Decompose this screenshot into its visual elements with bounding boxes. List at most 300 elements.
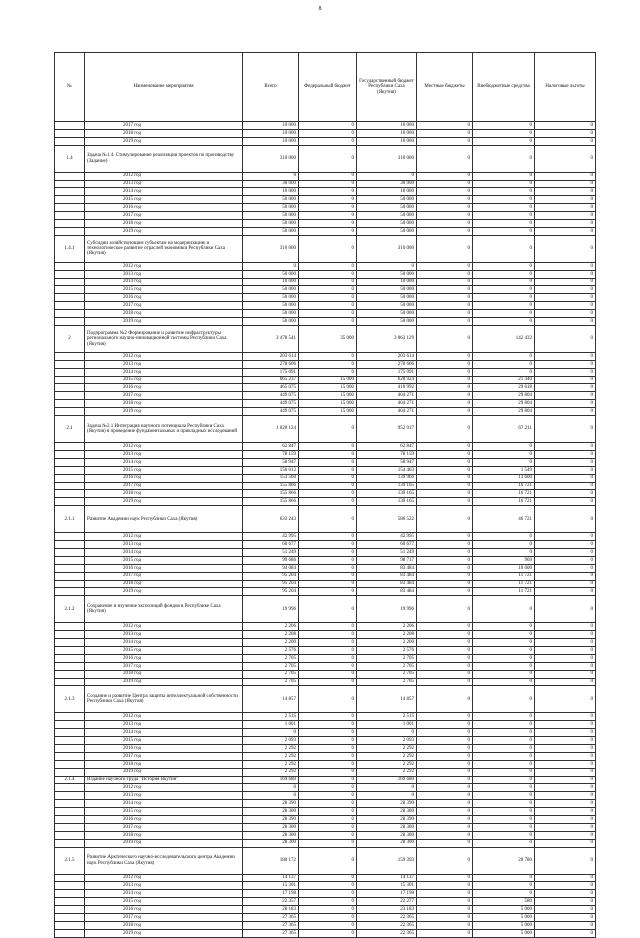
table-row [55, 204, 596, 212]
row-value: 0 [299, 737, 357, 745]
row-value: 50 000 [243, 318, 299, 326]
row-value: 0 [299, 882, 357, 890]
row-name: 2018 год [85, 310, 243, 318]
row-value: 0 [535, 180, 596, 188]
row-value: 3 063 129 [357, 325, 417, 352]
row-name: 2017 год [85, 302, 243, 310]
row-value: 0 [535, 784, 596, 792]
row-value: 404 271 [357, 400, 417, 408]
row-value: 0 [299, 588, 357, 596]
row-value: 0 [535, 721, 596, 729]
row-value: 0 [417, 352, 473, 360]
row-value: 155 866 [243, 490, 299, 498]
row-value: 10 000 [357, 122, 417, 130]
row-number [55, 286, 85, 294]
row-value: 14 137 [243, 874, 299, 882]
row-value: 0 [299, 262, 357, 270]
table-row [55, 564, 596, 572]
row-value: 0 [473, 235, 535, 262]
row-value: 0 [299, 450, 357, 458]
row-value: 5 000 [473, 914, 535, 922]
row-number: 2.1.4 [55, 776, 85, 784]
row-value: 278 606 [357, 360, 417, 368]
row-value: 310 000 [357, 145, 417, 172]
row-name: 2015 год [85, 286, 243, 294]
row-value: 50 000 [357, 318, 417, 326]
row-value: 28 183 [243, 906, 299, 914]
row-number [55, 490, 85, 498]
row-value: 0 [473, 831, 535, 839]
row-value: 0 [299, 839, 357, 847]
row-value: 15 000 [299, 384, 357, 392]
row-value: 0 [535, 898, 596, 906]
row-value: 0 [417, 262, 473, 270]
table-row [55, 890, 596, 898]
row-value: 29 804 [473, 392, 535, 400]
row-value: 0 [535, 541, 596, 549]
table-row [55, 235, 596, 262]
row-number [55, 678, 85, 686]
row-value: 19 996 [357, 596, 417, 623]
row-value: 0 [535, 450, 596, 458]
table-row [55, 548, 596, 556]
row-number [55, 580, 85, 588]
row-value: 94 084 [243, 564, 299, 572]
row-value: 0 [417, 768, 473, 776]
row-name: 2013 год [85, 541, 243, 549]
row-value: 0 [535, 816, 596, 824]
row-value: 0 [417, 744, 473, 752]
row-value: 0 [299, 196, 357, 204]
row-value: 2 208 [243, 631, 299, 639]
row-value: 2 200 [357, 639, 417, 647]
row-value: 2 705 [357, 654, 417, 662]
table-row [55, 800, 596, 808]
row-number [55, 278, 85, 286]
row-value: 16 721 [473, 498, 535, 506]
table-row [55, 556, 596, 564]
row-value: 0 [473, 744, 535, 752]
row-name: 2019 год [85, 678, 243, 686]
row-value: 175 091 [357, 368, 417, 376]
row-number [55, 533, 85, 541]
row-name: Развитие Академии наук Республики Саха (Якутия) [85, 506, 243, 533]
row-value: 0 [299, 847, 357, 874]
row-value: 0 [535, 744, 596, 752]
row-value: 50 000 [243, 294, 299, 302]
table-row [55, 580, 596, 588]
row-number [55, 541, 85, 549]
row-value: 0 [299, 360, 357, 368]
row-name: 2014 год [85, 188, 243, 196]
row-number: 2.1.1 [55, 506, 85, 533]
row-number [55, 662, 85, 670]
row-value: 0 [473, 800, 535, 808]
row-value: 0 [299, 816, 357, 824]
row-value: 2 705 [243, 662, 299, 670]
row-value: 2 093 [357, 737, 417, 745]
row-value: 0 [417, 474, 473, 482]
table-row [55, 145, 596, 172]
row-value: 0 [299, 172, 357, 180]
row-name: 2018 год [85, 580, 243, 588]
row-value: 0 [299, 533, 357, 541]
table-row [55, 823, 596, 831]
row-value: 0 [473, 713, 535, 721]
row-name: Развитие Арктического научно-исследовательского центра Академии наук Республики Саха (Якутия) [85, 847, 243, 874]
row-value: 0 [473, 874, 535, 882]
row-value: 665 237 [243, 376, 299, 384]
row-value: 0 [417, 212, 473, 220]
row-value: 0 [417, 831, 473, 839]
table-row [55, 898, 596, 906]
row-name: 2014 год [85, 278, 243, 286]
row-value: 628 924 [357, 376, 417, 384]
row-value: 0 [417, 400, 473, 408]
row-value: 0 [417, 792, 473, 800]
row-value: 0 [473, 278, 535, 286]
table-row [55, 466, 596, 474]
row-value: 1 001 [357, 721, 417, 729]
row-name: 2018 год [85, 490, 243, 498]
row-value: 180 172 [243, 847, 299, 874]
row-name: 2012 год [85, 623, 243, 631]
row-value: 23 183 [357, 906, 417, 914]
row-value: 0 [473, 752, 535, 760]
table-row [55, 784, 596, 792]
row-name: 2014 год [85, 548, 243, 556]
row-value: 0 [299, 646, 357, 654]
row-value: 0 [535, 408, 596, 416]
row-name: Сохранение и изучение экспозиций фондов в Республике Саха (Якутия) [85, 596, 243, 623]
row-number: 2.1 [55, 416, 85, 443]
row-value: 0 [417, 541, 473, 549]
row-value: 0 [417, 882, 473, 890]
row-name: 2013 год [85, 270, 243, 278]
row-value: 0 [535, 294, 596, 302]
table-row [55, 490, 596, 498]
row-value: 0 [417, 737, 473, 745]
row-name: 2015 год [85, 737, 243, 745]
row-value: 5 000 [473, 929, 535, 937]
row-value: 0 [535, 686, 596, 713]
row-name: 2013 год [85, 792, 243, 800]
row-number [55, 376, 85, 384]
table-row [55, 220, 596, 228]
row-name: 2014 год [85, 368, 243, 376]
row-value: 42 995 [357, 533, 417, 541]
row-value: 10 000 [243, 129, 299, 137]
row-value: 0 [299, 662, 357, 670]
row-number [55, 631, 85, 639]
row-value: 2 292 [357, 760, 417, 768]
row-value: 0 [473, 360, 535, 368]
row-name: 2012 год [85, 352, 243, 360]
row-value: 0 [535, 580, 596, 588]
row-value: 22 357 [243, 898, 299, 906]
row-number [55, 816, 85, 824]
row-value: 0 [535, 458, 596, 466]
row-value: 0 [535, 384, 596, 392]
row-value: 0 [535, 646, 596, 654]
row-value: 142 432 [473, 325, 535, 352]
row-value: 0 [299, 235, 357, 262]
row-value: 15 301 [243, 882, 299, 890]
row-value: 153 560 [243, 474, 299, 482]
row-value: 0 [299, 800, 357, 808]
row-name: 2017 год [85, 122, 243, 130]
table-row [55, 776, 596, 784]
row-value: 0 [535, 172, 596, 180]
table-row [55, 737, 596, 745]
row-value: 0 [299, 227, 357, 235]
row-number [55, 721, 85, 729]
row-value: 0 [417, 325, 473, 352]
row-value: 0 [243, 784, 299, 792]
row-value: 969 [473, 556, 535, 564]
row-number [55, 713, 85, 721]
row-number [55, 466, 85, 474]
row-value: 0 [473, 262, 535, 270]
row-value: 0 [535, 882, 596, 890]
row-value: 19 996 [243, 596, 299, 623]
row-number [55, 400, 85, 408]
row-value: 0 [417, 914, 473, 922]
row-value: 0 [535, 921, 596, 929]
row-value: 0 [299, 564, 357, 572]
row-value: 0 [473, 678, 535, 686]
row-number [55, 318, 85, 326]
row-value: 3 478 541 [243, 325, 299, 352]
row-number [55, 729, 85, 737]
row-name: 2015 год [85, 556, 243, 564]
row-value: 22 365 [357, 914, 417, 922]
row-value: 0 [417, 278, 473, 286]
row-value: 0 [473, 792, 535, 800]
table-row [55, 596, 596, 623]
row-number [55, 302, 85, 310]
row-value: 2 705 [243, 654, 299, 662]
row-value: 404 271 [357, 408, 417, 416]
row-value: 95 204 [243, 588, 299, 596]
row-value: 0 [299, 188, 357, 196]
row-name: 2017 год [85, 392, 243, 400]
table-row [55, 572, 596, 580]
row-value: 27 365 [243, 914, 299, 922]
row-value: 0 [417, 498, 473, 506]
row-value: 15 000 [299, 392, 357, 400]
table-row [55, 914, 596, 922]
row-value: 0 [299, 443, 357, 451]
row-value: 0 [417, 122, 473, 130]
table-row [55, 227, 596, 235]
row-number [55, 212, 85, 220]
row-value: 0 [417, 580, 473, 588]
row-number [55, 823, 85, 831]
row-value: 156 012 [243, 466, 299, 474]
row-value: 30 000 [243, 180, 299, 188]
row-number: 1.4.1 [55, 235, 85, 262]
row-value: 0 [299, 466, 357, 474]
row-number [55, 800, 85, 808]
table-row [55, 416, 596, 443]
row-value: 2 705 [357, 662, 417, 670]
row-name: 2016 год [85, 204, 243, 212]
row-name: 2017 год [85, 823, 243, 831]
row-value: 22 277 [357, 898, 417, 906]
row-value: 0 [417, 196, 473, 204]
row-name: Издание научного труда "История Якутии" [85, 776, 243, 784]
row-value: 30 000 [357, 180, 417, 188]
row-value: 0 [299, 744, 357, 752]
row-value: 50 000 [357, 294, 417, 302]
row-value: 0 [535, 564, 596, 572]
row-number [55, 172, 85, 180]
row-value: 2 206 [243, 623, 299, 631]
row-value: 22 365 [357, 921, 417, 929]
row-value: 5 000 [473, 906, 535, 914]
table-row [55, 831, 596, 839]
row-value: 58 947 [243, 458, 299, 466]
row-value: 2 705 [243, 670, 299, 678]
row-value: 0 [535, 482, 596, 490]
row-value: 154 463 [357, 466, 417, 474]
row-number [55, 129, 85, 137]
row-value: 0 [417, 556, 473, 564]
row-number [55, 458, 85, 466]
row-value: 0 [417, 450, 473, 458]
row-value: 0 [417, 654, 473, 662]
row-value: 0 [417, 235, 473, 262]
row-value: 2 705 [357, 670, 417, 678]
row-value: 0 [473, 737, 535, 745]
row-value: 0 [299, 686, 357, 713]
row-value: 0 [299, 631, 357, 639]
row-value: 0 [417, 270, 473, 278]
row-value: 50 000 [357, 270, 417, 278]
row-value: 0 [473, 623, 535, 631]
row-value: 0 [299, 580, 357, 588]
row-number [55, 831, 85, 839]
table-row [55, 352, 596, 360]
row-value: 50 000 [357, 310, 417, 318]
row-value: 0 [417, 596, 473, 623]
row-value: 139 165 [357, 498, 417, 506]
row-value: 0 [535, 890, 596, 898]
row-value: 0 [473, 310, 535, 318]
row-value: 2 292 [243, 760, 299, 768]
header-num: № [55, 53, 85, 122]
row-value: 0 [417, 713, 473, 721]
row-number [55, 670, 85, 678]
row-name: 2019 год [85, 498, 243, 506]
row-value: 0 [535, 914, 596, 922]
header-tax: Налоговые льготы [535, 53, 596, 122]
row-value: 0 [473, 823, 535, 831]
row-value: 0 [299, 318, 357, 326]
row-value: 0 [535, 760, 596, 768]
row-value: 0 [299, 122, 357, 130]
row-name: 2012 год [85, 784, 243, 792]
row-value: 51 249 [357, 548, 417, 556]
row-value: 5 000 [473, 921, 535, 929]
table-row [55, 816, 596, 824]
row-value: 0 [535, 278, 596, 286]
row-value: 0 [535, 588, 596, 596]
table-row [55, 847, 596, 874]
row-value: 0 [417, 302, 473, 310]
row-value: 465 075 [243, 384, 299, 392]
row-value: 0 [299, 458, 357, 466]
row-value: 0 [299, 212, 357, 220]
table-header-row [55, 53, 596, 122]
row-value: 0 [417, 188, 473, 196]
row-value: 0 [243, 172, 299, 180]
row-value: 50 000 [243, 227, 299, 235]
row-value: 15 301 [357, 882, 417, 890]
row-value: 60 677 [357, 541, 417, 549]
header-name: Наименование мероприятия [85, 53, 243, 122]
row-name: 2018 год [85, 831, 243, 839]
row-name: Субсидии хозяйствующим субъектам на модернизацию и технологическое развитие отраслей экономики Республики Саха (Якутия) [85, 235, 243, 262]
row-value: 155 866 [243, 498, 299, 506]
row-value: 0 [473, 204, 535, 212]
row-value: 0 [535, 474, 596, 482]
row-value: 0 [417, 874, 473, 882]
row-value: 46 721 [473, 506, 535, 533]
row-value: 0 [535, 737, 596, 745]
row-value: 0 [535, 310, 596, 318]
row-value: 0 [299, 654, 357, 662]
row-value: 0 [417, 294, 473, 302]
table-row [55, 929, 596, 937]
row-name: 2017 год [85, 572, 243, 580]
row-value: 0 [417, 408, 473, 416]
row-value: 0 [417, 533, 473, 541]
row-number [55, 929, 85, 937]
row-value: 0 [299, 572, 357, 580]
row-value: 29 804 [473, 408, 535, 416]
row-number: 2.1.5 [55, 847, 85, 874]
row-number [55, 474, 85, 482]
row-value: 28 390 [357, 800, 417, 808]
row-value: 0 [417, 890, 473, 898]
row-value: 0 [417, 443, 473, 451]
table-row [55, 294, 596, 302]
row-name: 2013 год [85, 180, 243, 188]
row-value: 0 [417, 921, 473, 929]
row-name: 2019 год [85, 588, 243, 596]
table-row [55, 196, 596, 204]
row-value: 2 292 [357, 768, 417, 776]
row-value: 0 [299, 792, 357, 800]
row-value: 10 000 [357, 129, 417, 137]
row-value: 0 [535, 286, 596, 294]
row-value: 0 [299, 474, 357, 482]
table-row [55, 808, 596, 816]
row-value: 14 137 [357, 874, 417, 882]
row-value: 2 206 [357, 623, 417, 631]
row-value: 0 [473, 318, 535, 326]
row-value: 0 [299, 278, 357, 286]
row-number [55, 623, 85, 631]
row-value: 0 [535, 376, 596, 384]
row-value: 0 [417, 204, 473, 212]
table-row [55, 839, 596, 847]
row-value: 0 [417, 482, 473, 490]
table-row [55, 458, 596, 466]
row-value: 29 618 [473, 384, 535, 392]
